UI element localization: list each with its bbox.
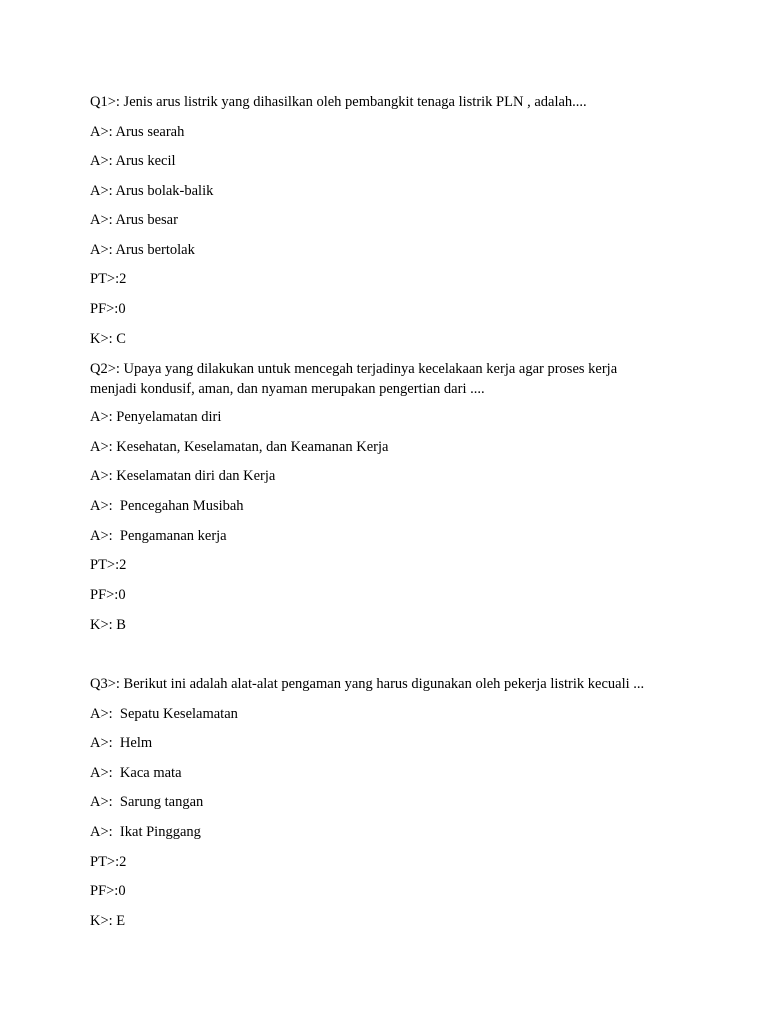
q2-key: K>: B — [90, 617, 126, 633]
q3-answer-b: A>: Helm — [90, 735, 153, 751]
q1-answer-a: A>: Arus searah — [90, 124, 185, 140]
question-1-text: Q1>: Jenis arus listrik yang dihasilkan oleh pembangkit tenaga listrik PLN , adalah.... — [90, 94, 587, 110]
q2-answer-c: A>: Keselamatan diri dan Kerja — [90, 468, 276, 484]
q2-answer-d: A>: Pencegahan Musibah — [90, 498, 244, 514]
q3-answer-a: A>: Sepatu Keselamatan — [90, 706, 238, 722]
q1-pf: PF>:0 — [90, 301, 126, 317]
q3-answer-c: A>: Kaca mata — [90, 765, 182, 781]
question-2-text: Q2>: Upaya yang dilakukan untuk mencegah terjadinya kecelakaan kerja agar proses kerja menjadi kondusif, aman, dan nyaman merupakan pengertian dari .... — [90, 361, 618, 397]
q2-pt: PT>:2 — [90, 557, 127, 573]
q2-answer-e: A>: Pengamanan kerja — [90, 528, 227, 544]
q3-answer-d: A>: Sarung tangan — [90, 794, 204, 810]
q1-answer-c: A>: Arus bolak-balik — [90, 183, 214, 199]
q2-answer-a: A>: Penyelamatan diri — [90, 409, 222, 425]
q1-answer-d: A>: Arus besar — [90, 212, 178, 228]
question-3-text: Q3>: Berikut ini adalah alat-alat pengaman yang harus digunakan oleh pekerja listrik kecuali ... — [90, 676, 645, 692]
q1-answer-b: A>: Arus kecil — [90, 153, 176, 169]
q2-answer-b: A>: Kesehatan, Keselamatan, dan Keamanan Kerja — [90, 439, 389, 455]
q2-pf: PF>:0 — [90, 587, 126, 603]
q1-answer-e: A>: Arus bertolak — [90, 242, 195, 258]
q3-pt: PT>:2 — [90, 854, 127, 870]
q3-pf: PF>:0 — [90, 883, 126, 899]
q1-pt: PT>:2 — [90, 271, 127, 287]
q3-answer-e: A>: Ikat Pinggang — [90, 824, 201, 840]
q3-key: K>: E — [90, 913, 126, 929]
q1-key: K>: C — [90, 331, 126, 347]
